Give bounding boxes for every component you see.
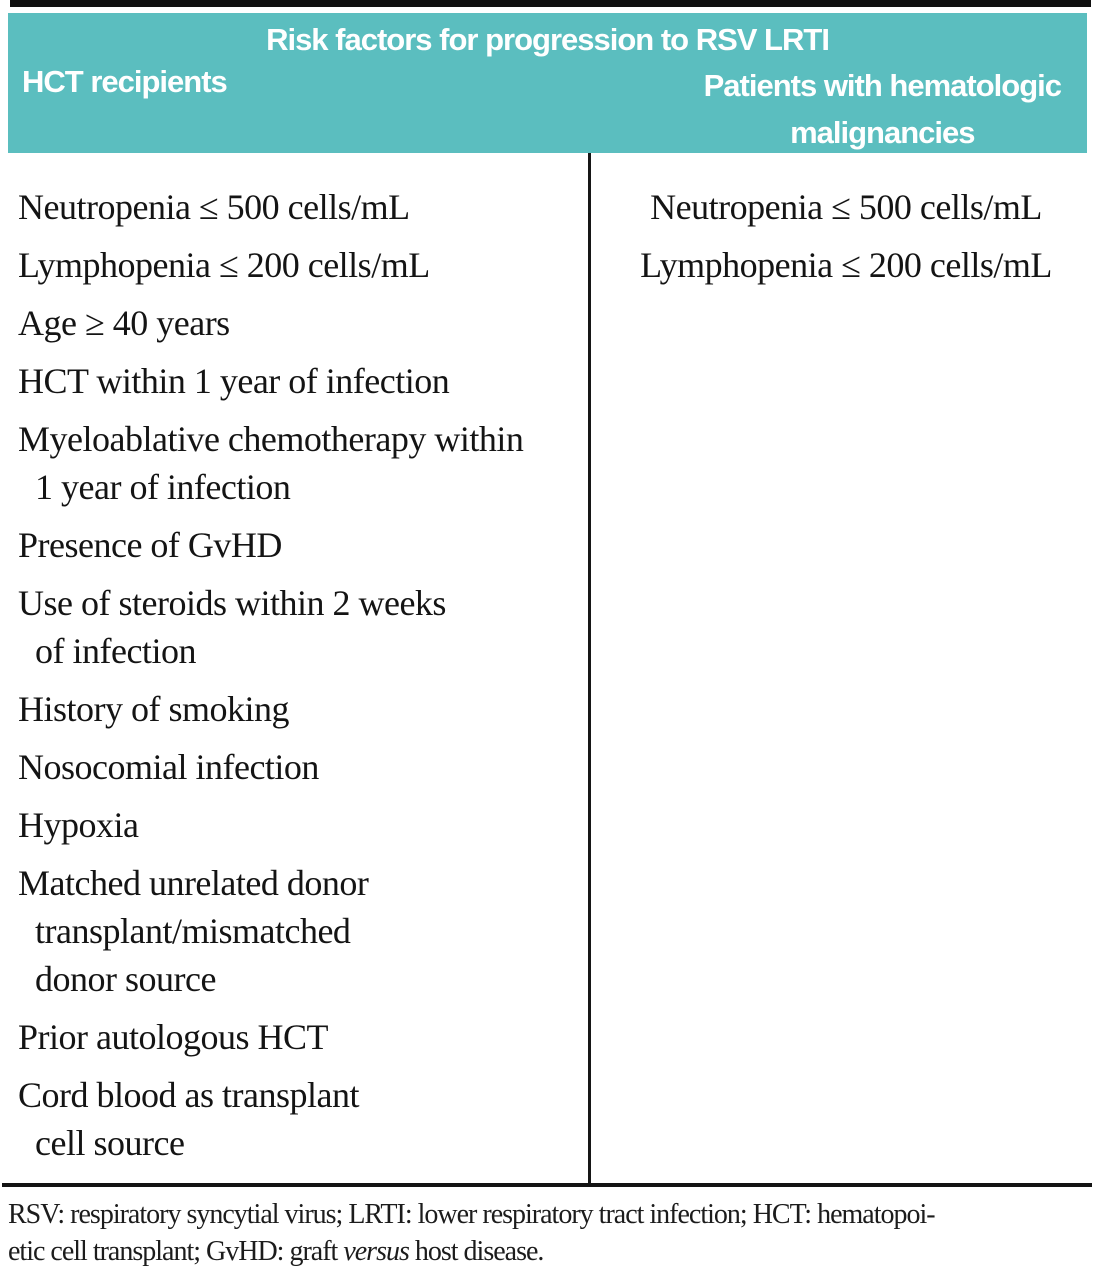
- risk-item: Use of steroids within 2 weeks of infection: [18, 583, 446, 671]
- risk-item: Lymphopenia ≤ 200 cells/mL: [18, 245, 430, 285]
- bottom-rule: [2, 1183, 1092, 1187]
- column-headers-row: [8, 58, 1087, 156]
- hematologic-malignancies-column: [591, 153, 1101, 1183]
- risk-item: Neutropenia ≤ 500 cells/mL: [18, 187, 410, 227]
- footnote-line-2: etic cell transplant; GvHD: graft versus host disease.: [8, 1236, 544, 1267]
- column-header-hct-recipients: HCT recipients: [22, 64, 227, 99]
- risk-item: Prior autologous HCT: [18, 1017, 328, 1057]
- abbreviations-footnote: [8, 1196, 1098, 1270]
- risk-item: Matched unrelated donor transplant/mismatched donor source: [18, 863, 369, 999]
- risk-item: Age ≥ 40 years: [18, 303, 230, 343]
- column-header-right-line1: Patients with hematologic: [703, 68, 1061, 103]
- risk-item: History of smoking: [18, 689, 290, 729]
- risk-item: Myeloablative chemotherapy within 1 year of infection: [18, 419, 524, 507]
- table-body: [0, 153, 1101, 1183]
- risk-item: Hypoxia: [18, 805, 139, 845]
- risk-item: HCT within 1 year of infection: [18, 361, 450, 401]
- top-rule: [10, 0, 1091, 7]
- risk-item: Nosocomial infection: [18, 747, 319, 787]
- risk-item: Neutropenia ≤ 500 cells/mL: [650, 187, 1042, 227]
- hct-recipients-column: [0, 153, 591, 1183]
- risk-item: Presence of GvHD: [18, 525, 282, 565]
- table-title: Risk factors for progression to RSV LRTI: [266, 22, 829, 57]
- column-header-right-line2: malignancies: [790, 115, 975, 150]
- table-header: [8, 13, 1087, 153]
- column-header-hematologic-malignancies: [704, 62, 1061, 156]
- risk-item: Cord blood as transplant cell source: [18, 1075, 359, 1163]
- footnote-line-1: RSV: respiratory syncytial virus; LRTI: lower respiratory tract infection; HCT: hematopoi-: [8, 1199, 935, 1230]
- risk-item: Lymphopenia ≤ 200 cells/mL: [640, 245, 1052, 285]
